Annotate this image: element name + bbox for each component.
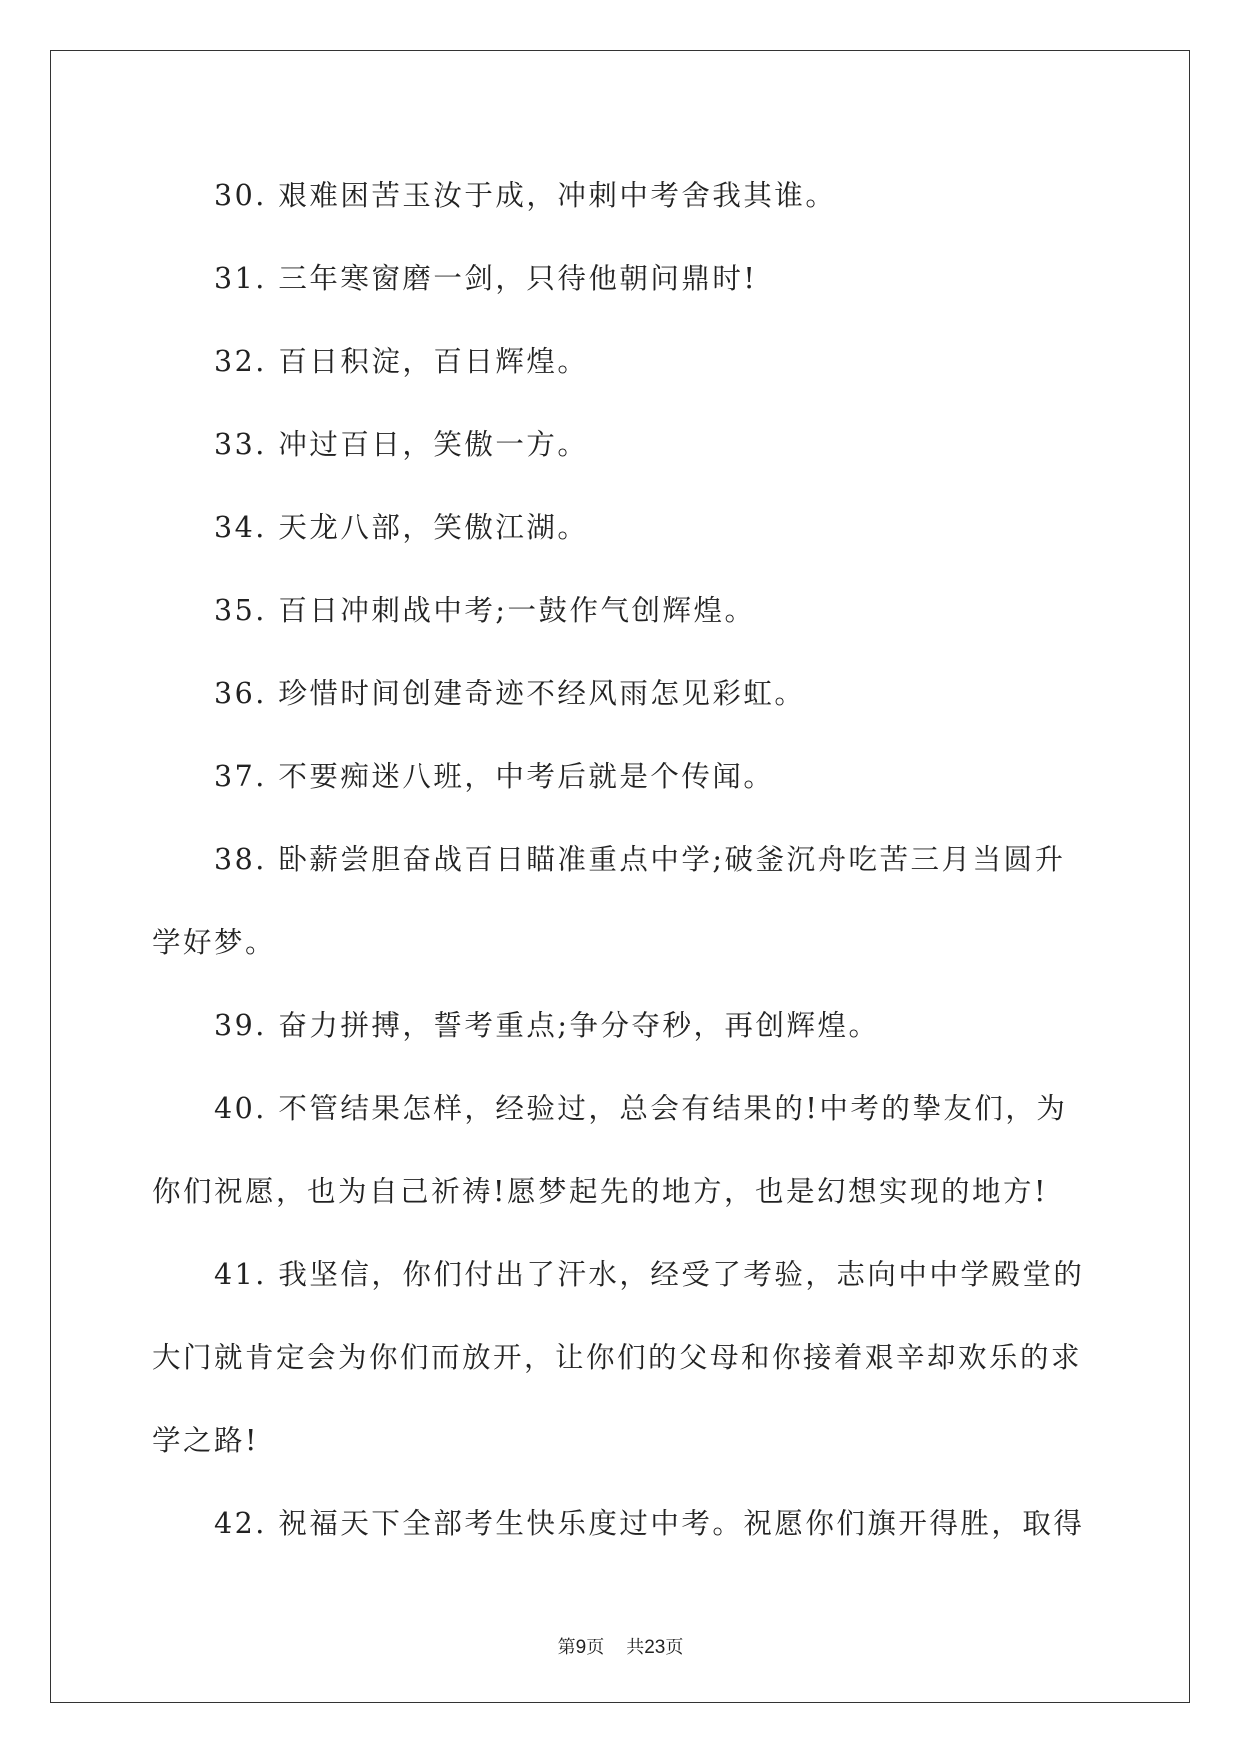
paragraph-30: 30. 艰难困苦玉汝于成，冲刺中考舍我其谁。	[214, 179, 837, 212]
current-page-number: 9	[575, 1637, 587, 1658]
footer-total-prefix: 共	[626, 1637, 645, 1658]
footer-prefix: 第	[557, 1637, 576, 1658]
paragraph-35: 35. 百日冲刺战中考;一鼓作气创辉煌。	[214, 594, 756, 627]
paragraph-34: 34. 天龙八部，笑傲江湖。	[214, 511, 589, 544]
paragraph-32: 32. 百日积淀，百日辉煌。	[214, 345, 589, 378]
footer-page-unit: 页	[586, 1637, 605, 1658]
paragraph-42: 42. 祝福天下全部考生快乐度过中考。祝愿你们旗开得胜，取得	[214, 1507, 1085, 1540]
paragraph-36: 36. 珍惜时间创建奇迹不经风雨怎见彩虹。	[214, 677, 806, 710]
paragraph-37: 37. 不要痴迷八班，中考后就是个传闻。	[214, 760, 775, 793]
paragraph-40: 40. 不管结果怎样，经验过，总会有结果的!中考的挚友们，为你们祝愿，也为自己祈祷!愿梦起先的地方，也是幻想实现的地方!	[152, 1092, 1068, 1208]
page-footer	[0, 1633, 1241, 1659]
paragraph-41: 41. 我坚信，你们付出了汗水，经受了考验，志向中中学殿堂的大门就肯定会为你们而放开，让你们的父母和你接着艰辛却欢乐的求学之路!	[152, 1258, 1085, 1457]
footer-total-unit: 页	[665, 1637, 684, 1658]
document-body	[152, 154, 1087, 1565]
total-page-number: 23	[644, 1637, 666, 1658]
paragraph-33: 33. 冲过百日，笑傲一方。	[214, 428, 589, 461]
paragraph-38: 38. 卧薪尝胆奋战百日瞄准重点中学;破釜沉舟吃苦三月当圆升学好梦。	[152, 843, 1066, 959]
paragraph-39: 39. 奋力拼搏，誓考重点;争分夺秒，再创辉煌。	[214, 1009, 880, 1042]
paragraph-31: 31. 三年寒窗磨一剑，只待他朝问鼎时!	[214, 262, 758, 295]
